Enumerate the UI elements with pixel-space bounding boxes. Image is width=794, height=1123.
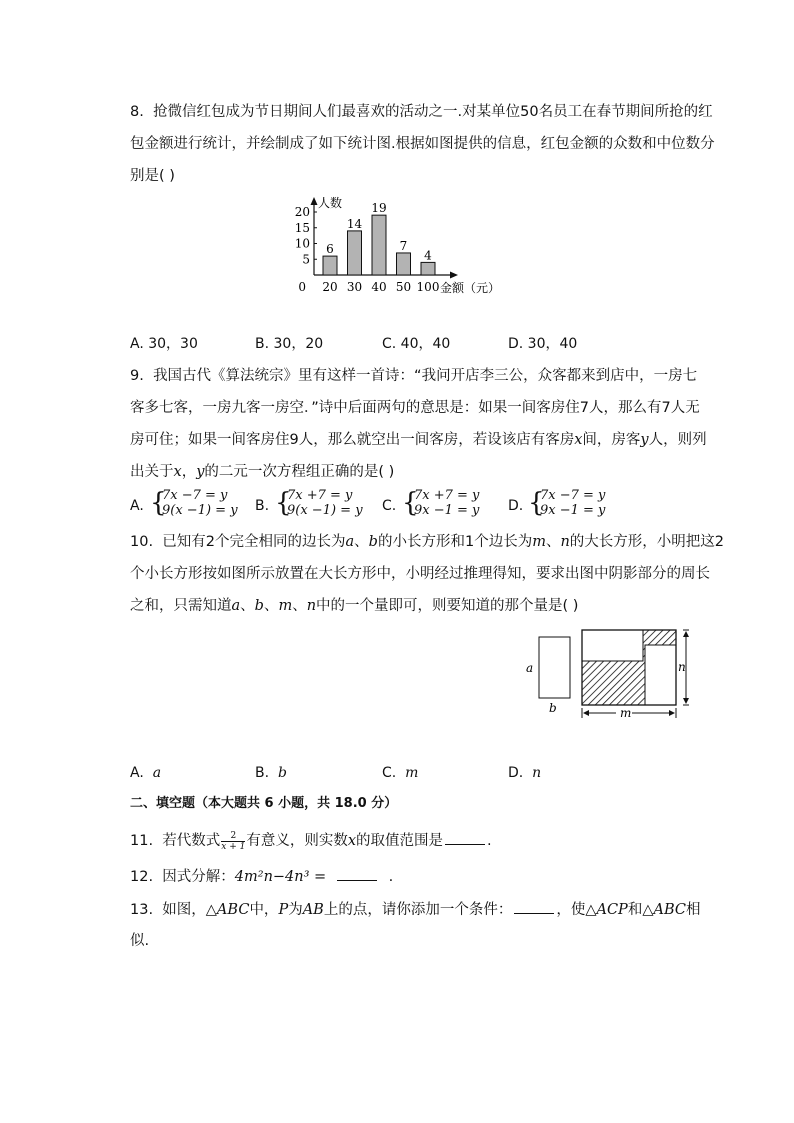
q9-text-line1: 我国古代《算法统宗》里有这样一首诗：“我问开店李三公，众客都来到店中，一房七 [153, 368, 698, 384]
q11-mid: 有意义，则实数 [246, 833, 348, 849]
q13-mid3: 上的点，请你添加一个条件： [323, 902, 513, 918]
q11-pre: 若代数式 [162, 833, 221, 849]
q13-mid5: 和 [627, 902, 643, 918]
q10-option-b-value: b [277, 765, 287, 781]
q13-number: 13. [130, 902, 154, 918]
bar-value-label-100: 4 [424, 248, 432, 263]
q10-var-a: a [345, 534, 355, 550]
q10-var-n: n [560, 534, 570, 550]
q10-line3-var-n: n [306, 598, 317, 614]
q9-option-d-eq1: 7x −7 = y [540, 488, 606, 503]
q10-option-a-label: A. [130, 765, 144, 781]
q13-line1 [130, 899, 700, 920]
q9-option-a-label: A. [130, 498, 144, 514]
q10-number: 10. [130, 534, 154, 550]
q9-line3-b: 间，房客 [582, 432, 641, 448]
q10-line3-sep1: 、 [240, 598, 255, 614]
q10-text-line2: 个小长方形按如图所示放置在大长方形中，小明经过推理得知，要求出图中阴影部分的周长 [130, 566, 710, 582]
bar-40 [372, 215, 386, 275]
q9-line4-a: 出关于 [130, 464, 174, 480]
q10-option-c-label: C. [382, 765, 397, 781]
q10-option-c-value: m [405, 765, 419, 781]
rectangles-figure [520, 624, 700, 726]
q9-option-d-brace: { [528, 488, 545, 518]
q9-line4-x: x [173, 464, 182, 480]
y-tick-label-5: 5 [302, 252, 310, 267]
big-rect-label-n: n [678, 660, 686, 674]
q8-option-b[interactable]: B. 30，20 [255, 336, 324, 352]
q9-var-y: y [640, 432, 649, 448]
x-axis-arrow [450, 272, 458, 279]
q8-option-d[interactable]: D. 30，40 [508, 336, 578, 352]
q11-number: 11. [130, 833, 154, 849]
q9-line4-b: 的二元一次方程组正确的是( ) [204, 464, 395, 480]
q10-line3-a: 之和，只需知道 [130, 598, 232, 614]
q10-line3-sep3: 、 [292, 598, 307, 614]
q11-line [130, 830, 492, 852]
q13-triangle-acp: △ACP [585, 902, 628, 918]
q12-number: 12. [130, 869, 154, 885]
q9-option-a-brace: { [150, 488, 167, 518]
q9-line4-y: y [196, 464, 205, 480]
q13-point-p: P [278, 902, 289, 918]
x-axis-label: 金额（元） [440, 281, 501, 295]
q8-option-a[interactable]: A. 30，30 [130, 336, 198, 352]
q11-post: 的取值范围是 [356, 833, 444, 849]
q10-line1-c: 的大长方形，小明把这2 [569, 534, 725, 550]
q10-option-d[interactable] [508, 763, 541, 783]
small-rect-label-b: b [549, 701, 557, 715]
x-tick-label-50: 50 [395, 280, 412, 294]
q9-text-line4 [130, 462, 394, 482]
q11-frac-den: x + 1 [221, 841, 246, 852]
q8-line1 [130, 102, 713, 122]
q13-answer-blank[interactable] [514, 899, 554, 914]
q10-line3-b: 中的一个量即可，则要知道的那个量是( ) [316, 598, 579, 614]
section-2-title: 二、填空题（本大题共 6 小题，共 18.0 分） [130, 796, 398, 811]
x-tick-label-30: 30 [346, 280, 363, 294]
big-rectangle [582, 630, 676, 705]
q10-text-line3 [130, 596, 578, 616]
q9-option-c-eq1: 7x +7 = y [414, 488, 480, 503]
q10-line3-sep2: 、 [263, 598, 279, 614]
y-tick-label-20: 20 [294, 205, 310, 219]
q8-text-line3: 别是( ) [130, 168, 175, 184]
q9-option-b-eq1: 7x +7 = y [287, 488, 353, 503]
y-tick-label-10: 10 [294, 236, 310, 251]
q9-option-d-system [528, 488, 605, 518]
q9-option-b-eq2: 9(x −1) = y [287, 503, 363, 518]
small-rect-label-a: a [526, 661, 534, 675]
big-rect-label-m: m [620, 706, 632, 720]
y-axis-label: 人数 [318, 196, 343, 210]
q9-number: 9. [130, 368, 144, 384]
q12-line [130, 866, 393, 887]
q8-text-line2: 包金额进行统计，并绘制成了如下统计图.根据如图提供的信息，红包金额的众数和中位数分 [130, 136, 715, 152]
origin-label: 0 [298, 280, 306, 294]
q10-line1-b: 的小长方形和1个边长为 [377, 534, 533, 550]
q10-sep2: 、 [545, 534, 561, 550]
bar-100 [421, 262, 435, 275]
q9-option-c-eq2: 9x −1 = y [414, 503, 480, 518]
q13-end1: 相 [685, 902, 701, 918]
small-rectangle [539, 637, 570, 698]
q9-option-b-system [275, 488, 363, 518]
q10-line1-a: 已知有2个完全相同的边长为 [162, 534, 346, 550]
q9-option-a-eq1: 7x −7 = y [162, 488, 228, 503]
bar-30 [348, 231, 362, 275]
q10-line3-var-m: m [278, 598, 293, 614]
q13-mid4: ，使 [556, 902, 586, 918]
q10-option-c[interactable] [382, 763, 418, 783]
x-tick-label-100: 100 [416, 280, 440, 294]
q13-segment-ab: AB [302, 902, 324, 918]
red-packet-bar-chart [280, 195, 520, 300]
q9-line3-a: 房可住；如果一间客房住9人，那么就空出一间客房，若设该店有客房 [130, 432, 575, 448]
q11-fraction [221, 831, 245, 852]
q12-end: . [388, 869, 394, 885]
q12-answer-blank[interactable] [337, 866, 377, 881]
q9-option-b-label: B. [255, 498, 270, 514]
q9-text-line2: 客多七客，一房九客一房空．”诗中后面两句的意思是：如果一间客房住7人，那么有7人无 [130, 400, 700, 416]
bar-value-label-50: 7 [399, 238, 408, 253]
bar-20 [323, 256, 337, 275]
q9-line1 [130, 366, 697, 386]
bar-value-label-30: 14 [346, 216, 363, 231]
q13-mid1: 中， [249, 902, 279, 918]
q13-text-line2: 似. [130, 933, 150, 949]
q13-triangle-abc-2: △ABC [642, 902, 686, 918]
q9-option-c-system [402, 488, 479, 518]
q10-line3-var-a: a [231, 598, 241, 614]
q8-option-c[interactable]: C. 40，40 [382, 336, 451, 352]
x-tick-label-40: 40 [371, 280, 387, 294]
q11-end: . [487, 833, 492, 849]
q10-option-a-value: a [152, 765, 162, 781]
q11-var-x: x [347, 833, 357, 849]
q10-sep1: 、 [354, 534, 369, 550]
q10-line3-var-b: b [254, 598, 264, 614]
q13-mid2: 为 [288, 902, 303, 918]
x-tick-label-20: 20 [322, 280, 338, 294]
q9-line4-sep: ， [181, 464, 197, 480]
bar-50 [397, 253, 411, 275]
q10-option-d-label: D. [508, 765, 524, 781]
q9-text-line3 [130, 430, 707, 450]
q11-answer-blank[interactable] [445, 830, 485, 845]
bar-value-label-20: 6 [326, 242, 334, 257]
q10-var-m: m [532, 534, 546, 550]
q9-line3-c: 人，则列 [648, 432, 707, 448]
q8-number: 8. [130, 104, 144, 120]
q13-pre: 如图， [162, 902, 206, 918]
q10-option-b-label: B. [255, 765, 270, 781]
q9-option-b-brace: { [275, 488, 292, 518]
q11-frac-num: 2 [221, 831, 245, 842]
q10-var-b: b [368, 534, 378, 550]
q10-line1 [130, 532, 724, 552]
q10-option-d-value: n [532, 765, 542, 781]
q10-option-a[interactable] [130, 763, 161, 783]
q9-option-d-label: D. [508, 498, 524, 514]
q8-text-line1: 抢微信红包成为节日期间人们最喜欢的活动之一.对某单位50名员工在春节期间所抢的红 [153, 104, 713, 120]
q9-option-a-system [150, 488, 238, 518]
q9-option-c-brace: { [402, 488, 419, 518]
q9-var-x: x [574, 432, 583, 448]
q12-expression: 4m²n−4n³ = [234, 869, 327, 885]
q9-option-a-eq2: 9(x −1) = y [162, 503, 238, 518]
q12-pre: 因式分解： [162, 869, 235, 885]
q13-triangle-abc: △ABC [205, 902, 250, 918]
y-tick-label-15: 15 [294, 220, 310, 235]
q9-option-c-label: C. [382, 498, 397, 514]
bar-value-label-40: 19 [371, 201, 387, 216]
q9-option-d-eq2: 9x −1 = y [540, 503, 606, 518]
q10-option-b[interactable] [255, 763, 287, 783]
y-axis-arrow [311, 197, 318, 205]
